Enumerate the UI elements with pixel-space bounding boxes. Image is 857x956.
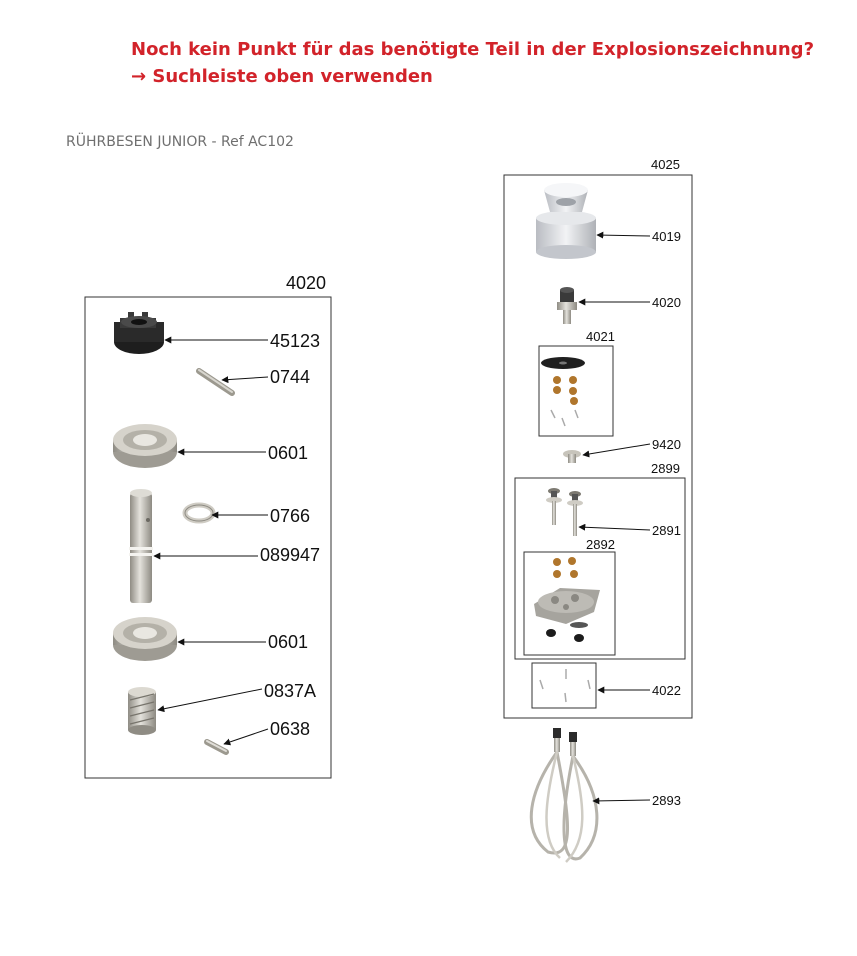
- part-bearing-lower[interactable]: [113, 617, 177, 661]
- part-cover-4019[interactable]: [536, 183, 596, 259]
- part-label-0638[interactable]: 0638: [270, 719, 311, 739]
- leader-2893: [593, 800, 650, 801]
- leader-2891: [579, 527, 650, 530]
- left-assembly-group: [85, 273, 331, 778]
- part-label-2891[interactable]: 2891: [652, 523, 681, 538]
- part-label-0744[interactable]: 0744: [270, 367, 311, 387]
- part-label-9420[interactable]: 9420: [652, 437, 681, 452]
- part-whisks-2893[interactable]: [531, 728, 597, 862]
- subgroup-label-2899[interactable]: 2899: [651, 461, 680, 476]
- right-assembly-group: [504, 157, 692, 862]
- part-label-089947[interactable]: 089947: [260, 545, 321, 565]
- part-set-2892[interactable]: [534, 557, 600, 642]
- part-spindle-2891[interactable]: [546, 488, 583, 536]
- subgroup-label-4021[interactable]: 4021: [586, 329, 615, 344]
- leader-4019: [597, 235, 650, 236]
- part-label-2893[interactable]: 2893: [652, 793, 681, 808]
- part-label-0601-upper[interactable]: 0601: [268, 443, 309, 463]
- leader-9420: [583, 444, 650, 455]
- group-label-left[interactable]: 4020: [286, 273, 327, 293]
- notice-line-2: → Suchleiste oben verwenden: [131, 66, 433, 87]
- part-bearing-upper[interactable]: [113, 424, 177, 468]
- part-label-4019[interactable]: 4019: [652, 229, 681, 244]
- part-label-0766[interactable]: 0766: [270, 506, 311, 526]
- part-helical-gear-0837A[interactable]: [128, 687, 156, 735]
- part-drive-4020[interactable]: [557, 287, 577, 324]
- group-label-right[interactable]: 4025: [651, 157, 680, 172]
- part-pin-0744[interactable]: [199, 370, 232, 393]
- drawing-title: RÜHRBESEN JUNIOR - Ref AC102: [66, 134, 294, 150]
- leader-0638: [224, 729, 268, 744]
- part-label-0601-lower[interactable]: 0601: [268, 632, 309, 652]
- part-label-0837A[interactable]: 0837A: [264, 681, 317, 701]
- part-set-4021[interactable]: [541, 357, 585, 426]
- subgroup-box-2899: [515, 478, 685, 659]
- part-gear-coupling[interactable]: [114, 312, 164, 354]
- part-pin-0638[interactable]: [207, 741, 226, 752]
- leader-0744: [222, 377, 268, 380]
- subgroup-label-2892[interactable]: 2892: [586, 537, 615, 552]
- part-shaft-089947[interactable]: [129, 489, 153, 603]
- leader-0837A: [158, 689, 262, 710]
- part-label-4022[interactable]: 4022: [652, 683, 681, 698]
- notice-line-1: Noch kein Punkt für das benötigte Teil in der Explosionszeichnung?: [131, 39, 815, 60]
- part-screws-4022[interactable]: [540, 669, 590, 702]
- part-label-45123[interactable]: 45123: [270, 331, 321, 351]
- part-9420[interactable]: [563, 450, 581, 463]
- part-label-4020-right[interactable]: 4020: [652, 295, 681, 310]
- part-circlip-0766[interactable]: [185, 505, 213, 521]
